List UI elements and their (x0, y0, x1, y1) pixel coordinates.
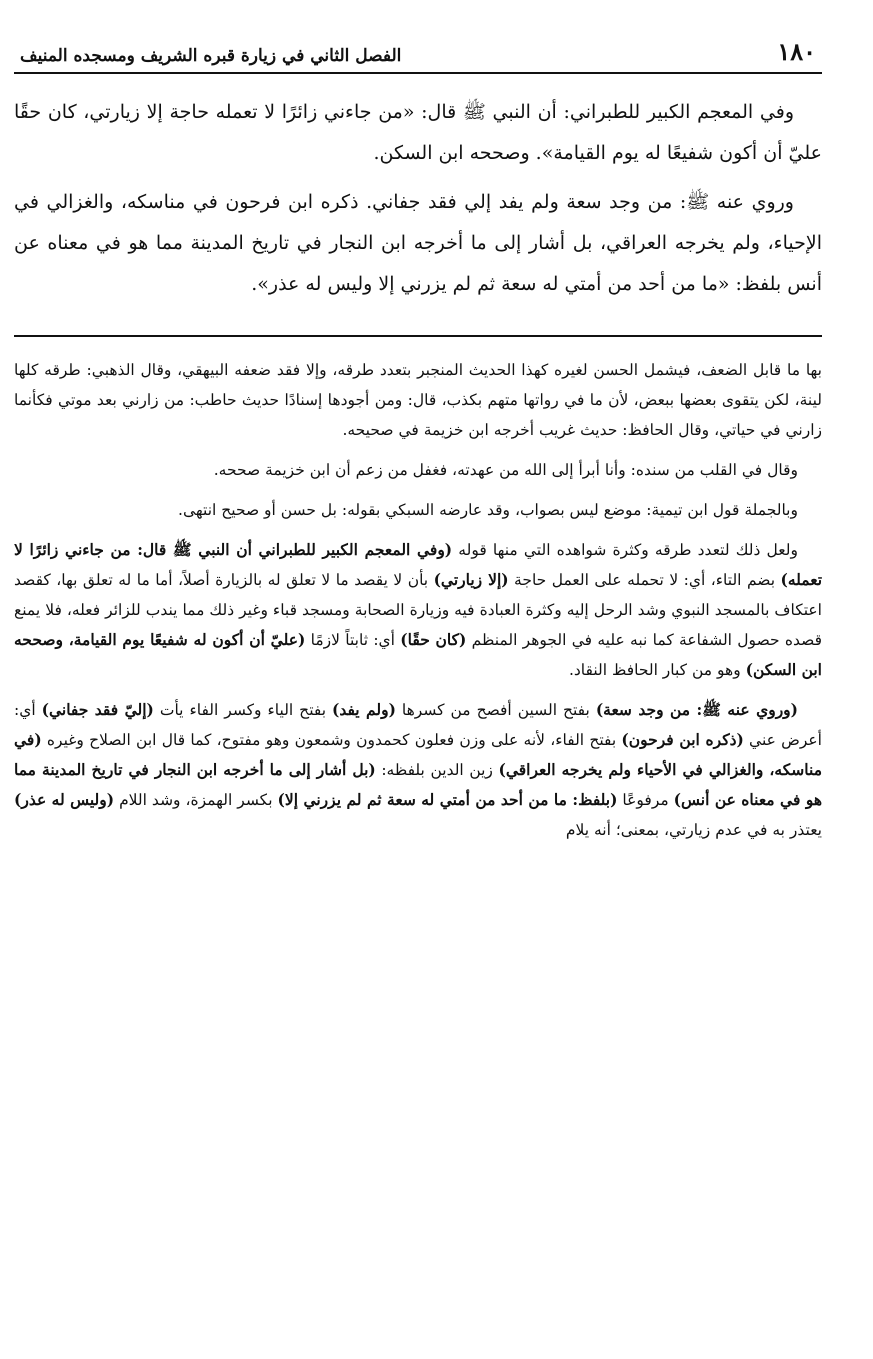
commentary-text: بفتح الياء وكسر الفاء يأت (153, 701, 332, 719)
quoted-text: (وروي عنه ﷺ: من وجد سعة) (595, 700, 798, 719)
quoted-text: (كان حقًا) (400, 630, 467, 649)
quoted-text: (بل أشار إلى ما أخرجه ابن النجار في تاريخ المدينة مما هو في معناه عن أنس) (14, 760, 822, 809)
quoted-text: (ذكره ابن فرحون) (621, 730, 744, 749)
commentary-text: مرفوعًا (617, 791, 674, 809)
page-number: ١٨٠ (777, 37, 816, 66)
commentary (14, 355, 822, 845)
commentary-text: يعتذر به في عدم زيارتي، بمعنى؛ أنه يلام (565, 821, 822, 839)
commentary-text: ولعل ذلك لتعدد طرقه وكثرة شواهده التي منها قوله (452, 541, 798, 559)
quoted-text: (وفي المعجم الكبير للطبراني أن النبي ﷺ قال: من جاءني زائرًا لا تعمله) (14, 540, 823, 589)
commentary-paragraph: بها ما قابل الضعف، فيشمل الحسن لغيره كهذا الحديث المنجبر بتعدد طرقه، وإلا فقد ضعفه البيهقي، وقال الذهبي: طرقه كلها لينة، لكن يتقوى بعضها ببعض، لأن ما في رواتها متهم بكذب، قال: ومن أجودها إسنادًا حديث حاطب: من زارني بعد موتي فكأنما زارني في حياتي، وقال الحافظ: حديث غريب أخرجه ابن خزيمة في صحيحه. (14, 361, 822, 439)
commentary-text: أي: أعرض عني (14, 701, 822, 749)
quoted-text: (في مناسكه، والغزالي في الأحياء ولم يخرجه العراقي) (14, 730, 822, 779)
commentary-paragraph: وبالجملة قول ابن تيمية: موضع ليس بصواب، وقد عارضه السبكي بقوله: بل حسن أو صحيح انتهى. (178, 501, 798, 519)
commentary-text: بأن لا يقصد ما لا تعلق له بالزيارة أصلاً، أما ما له تعلق بها، كقصد اعتكاف بالمسجد النبوي وشد الرحل إليه وكثرة العبادة فيه وزيارة الصحابة ومسجد قباء وغير ذلك مما يندب للزائر فعله، فلا يمنع قصده حصول الشفاعة كما نبه عليه في الجوهر المنظم (14, 571, 822, 649)
commentary-text: أي: ثابتاً لازمًا (305, 631, 401, 649)
quoted-text: (إليّ فقد جفاني) (41, 700, 154, 719)
quoted-text: (ولم يفد) (332, 700, 396, 719)
running-title: الفصل الثاني في زيارة قبره الشريف ومسجده المنيف (20, 46, 402, 66)
commentary-paragraph (14, 695, 822, 845)
commentary-text: بفتح الفاء، لأنه على وزن فعلون كحمدون وشمعون وهو مفتوح، كما قال ابن الصلاح وغيره (41, 731, 622, 749)
commentary-paragraph: وقال في القلب من سنده: وأنا أبرأ إلى الله من عهدته، فغفل من زعم أن ابن خزيمة صححه. (213, 461, 798, 479)
quoted-text: (بلفظ: ما من أحد من أمتي له سعة ثم لم يزرني إلا) (277, 790, 618, 809)
quoted-text: (عليّ أن أكون له شفيعًا يوم القيامة، وصححه ابن السكن) (14, 630, 822, 679)
quoted-text: (وليس له عذر) (14, 790, 115, 809)
commentary-paragraph (14, 535, 822, 685)
quoted-text: (إلا زيارتي) (433, 570, 509, 589)
page-header (14, 28, 822, 74)
commentary-text: بضم التاء، أي: لا تحمله على العمل حاجة (508, 571, 781, 589)
commentary-text: وهو من كبار الحافظ النقاد. (568, 661, 746, 679)
main-paragraph: وفي المعجم الكبير للطبراني: أن النبي ﷺ قال: «من جاءني زائرًا لا تعمله حاجة إلا زيارتي، كان حقًا عليّ أن أكون شفيعًا له يوم القيامة». وصححه ابن السكن. (14, 101, 822, 164)
separator-line (14, 335, 822, 337)
commentary-text: بكسر الهمزة، وشد اللام (114, 791, 278, 809)
book-page (14, 28, 822, 855)
main-paragraph: وروي عنه ﷺ: من وجد سعة ولم يفد إلي فقد جفاني. ذكره ابن فرحون في مناسكه، والغزالي في الإحياء، ولم يخرجه العراقي، بل أشار إلى ما أخرجه ابن النجار في تاريخ المدينة مما هو في معناه عن أنس بلفظ: «ما من أحد من أمتي له سعة ثم لم يزرني إلا وليس له عذر». (14, 191, 822, 295)
commentary-text: زين الدين بلفظه: (375, 761, 499, 779)
main-text (14, 92, 822, 305)
commentary-text: بفتح السين أفصح من كسرها (395, 701, 596, 719)
